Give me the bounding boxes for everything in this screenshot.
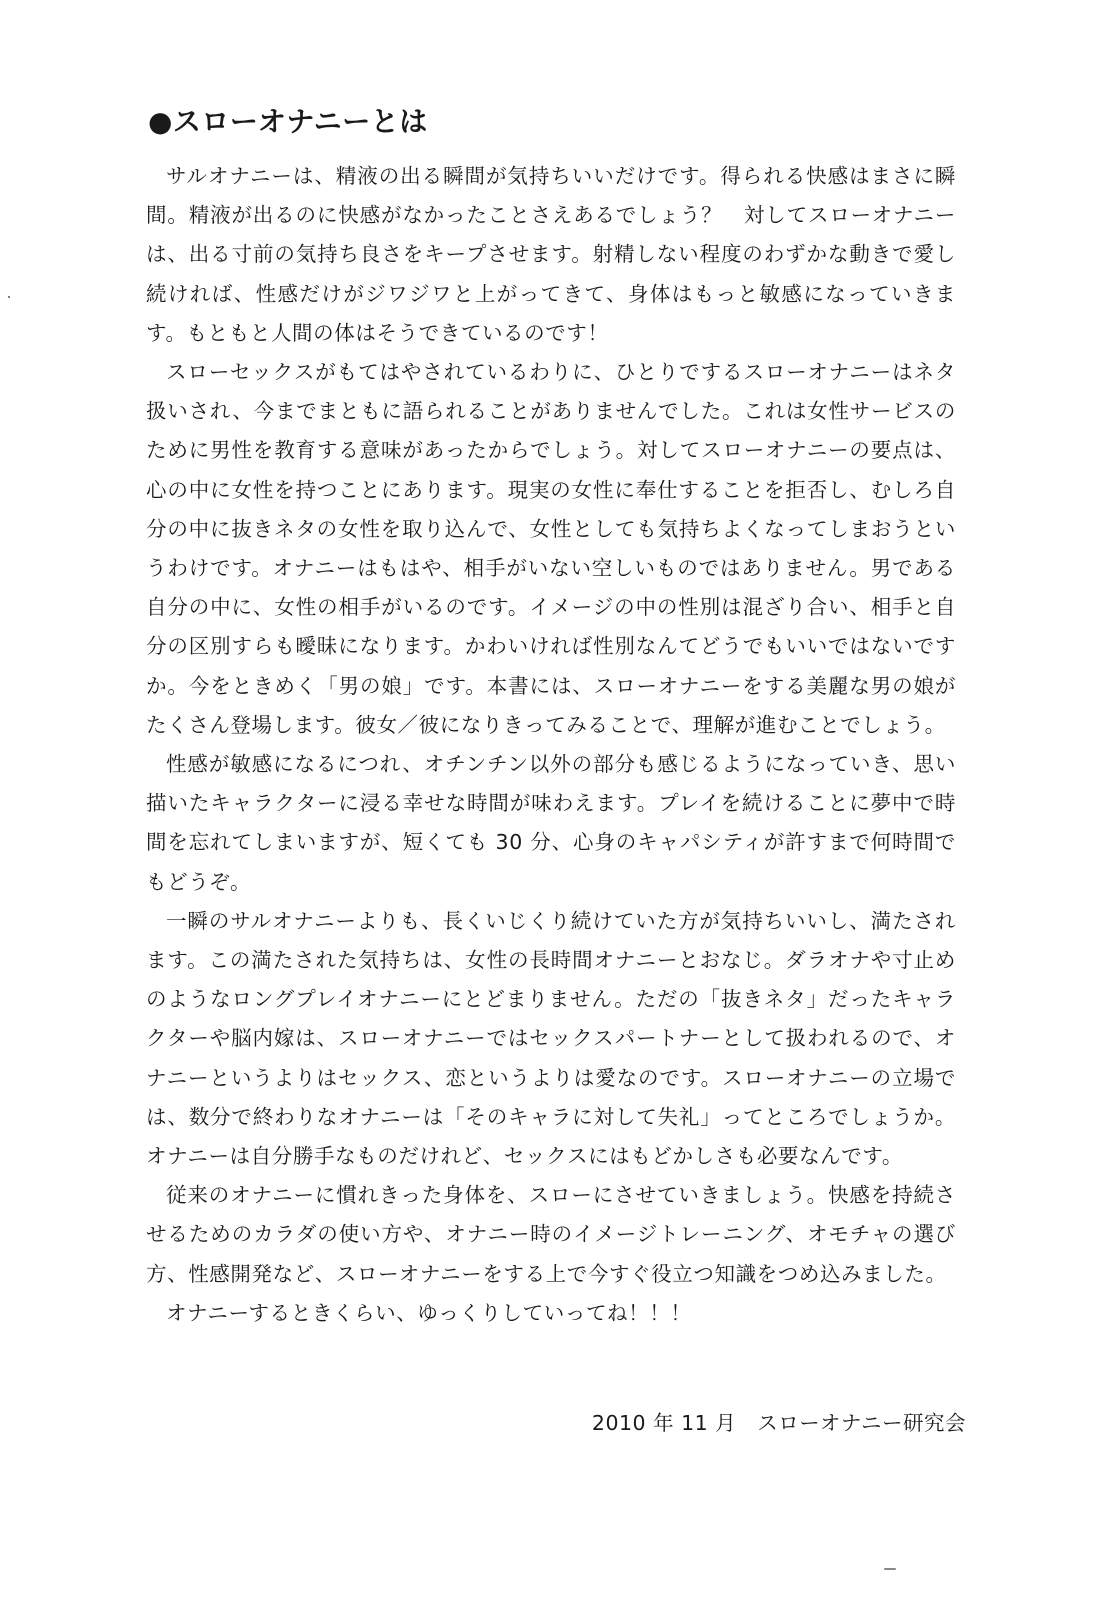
body-text	[146, 157, 956, 1333]
scan-speck	[8, 296, 10, 298]
paragraph-6: オナニーするときくらい、ゆっくりしていってね！！！	[166, 1300, 692, 1325]
paragraph-1: サルオナニーは、精液の出る瞬間が気持ちいいだけです。得られる快感はまさに瞬間。精液が出るのに快感がなかったことさえあるでしょう？ 対してスローオナニーは、出る寸前の気持ち良さをキープさせます。射精しない程度のわずかな動きで愛し続ければ、性感だけがジワジワと上がってきて、身体はもっと敏感になっていきます。もともと人間の体はそうできているのです！	[146, 164, 956, 345]
signature-line: 2010 年 11 月 スローオナニー研究会	[591, 1411, 966, 1435]
paragraph-5: 従来のオナニーに慣れきった身体を、スローにさせていきましょう。快感を持続させるためのカラダの使い方や、オナニー時のイメージトレーニング、オモチャの選び方、性感開発など、スローオナニーをする上で今すぐ役立つ知識をつめ込みました。	[146, 1183, 956, 1286]
paragraph-2: スローセックスがもてはやされているわりに、ひとりでするスローオナニーはネタ扱いされ、今までまともに語られることがありませんでした。これは女性サービスのために男性を教育する意味があったからでしょう。対してスローオナニーの要点は、心の中に女性を持つことにあります。現実の女性に奉仕することを拒否し、むしろ自分の中に抜きネタの女性を取り込んで、女性としても気持ちよくなってしまおうというわけです。オナニーはもはや、相手がいない空しいものではありません。男である自分の中に、女性の相手がいるのです。イメージの中の性別は混ざり合い、相手と自分の区別すらも曖昧になります。かわいければ性別なんてどうでもいいではないですか。今をときめく「男の娘」です。本書には、スローオナニーをする美麗な男の娘がたくさん登場します。彼女／彼になりきってみることで、理解が進むことでしょう。	[146, 360, 956, 737]
section-heading: ●スローオナニーとは	[148, 105, 428, 138]
scan-speck	[884, 1568, 896, 1570]
paragraph-3: 性感が敏感になるにつれ、オチンチン以外の部分も感じるようになっていき、思い描いたキャラクターに浸る幸せな時間が味わえます。プレイを続けることに夢中で時間を忘れてしまいますが、短くても 30 分、心身のキャパシティが許すまで何時間でもどうぞ。	[146, 752, 956, 894]
paragraph-4: 一瞬のサルオナニーよりも、長くいじくり続けていた方が気持ちいいし、満たされます。この満たされた気持ちは、女性の長時間オナニーとおなじ。ダラオナや寸止めのようなロングプレイオナニーにとどまりません。ただの「抜きネタ」だったキャラクターや脳内嫁は、スローオナニーではセックスパートナーとして扱われるので、オナニーというよりはセックス、恋というよりは愛なのです。スローオナニーの立場では、数分で終わりなオナニーは「そのキャラに対して失礼」ってところでしょうか。オナニーは自分勝手なものだけれど、セックスにはもどかしさも必要なんです。	[146, 908, 956, 1169]
